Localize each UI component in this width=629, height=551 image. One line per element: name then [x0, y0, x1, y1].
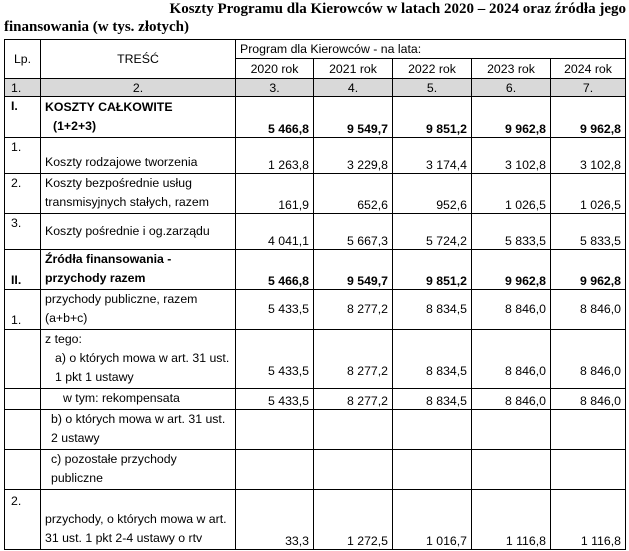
row-value: 9 962,8	[472, 250, 551, 290]
row-value	[472, 450, 551, 490]
row-value	[551, 410, 626, 450]
column-number: 6.	[472, 79, 551, 97]
row-value: 1 263,8	[236, 138, 314, 174]
row-value: 5 433,5	[236, 330, 314, 389]
header-year: 2024 rok	[551, 59, 626, 79]
row-value	[236, 450, 314, 490]
row-lp: 2.	[5, 490, 41, 550]
row-text: przychody publiczne, razem (a+b+c)	[41, 290, 236, 330]
header-year: 2022 rok	[393, 59, 472, 79]
row-text: przychody, o których mowa w art. 31 ust. 1 pkt 2-4 ustawy o rtv	[41, 490, 236, 550]
row-value: 5 433,5	[236, 389, 314, 410]
table-row	[5, 410, 626, 450]
row-value: 1 026,5	[551, 174, 626, 214]
row-value: 8 846,0	[551, 290, 626, 330]
row-value: 8 846,0	[551, 389, 626, 410]
row-text-line: z tego:	[45, 332, 82, 346]
table-row	[5, 138, 626, 174]
row-lp	[5, 410, 41, 450]
row-value	[236, 410, 314, 450]
header-program: Program dla Kierowców - na lata:	[236, 40, 626, 59]
table-row	[5, 389, 626, 410]
table-row	[5, 250, 626, 290]
table-row	[5, 174, 626, 214]
row-value: 8 834,5	[393, 330, 472, 389]
row-lp	[5, 330, 41, 389]
row-lp: 1.	[5, 290, 41, 330]
row-value: 3 174,4	[393, 138, 472, 174]
header-tresc: TREŚĆ	[41, 40, 236, 79]
header-year: 2021 rok	[314, 59, 393, 79]
document-title	[4, 0, 626, 36]
column-number: 2.	[41, 79, 236, 97]
row-value: 9 549,7	[314, 97, 393, 138]
row-lp: II.	[5, 250, 41, 290]
row-value	[314, 410, 393, 450]
row-value: 33,3	[236, 490, 314, 550]
row-value: 3 102,8	[472, 138, 551, 174]
row-lp	[5, 450, 41, 490]
row-value	[393, 450, 472, 490]
row-lp: 3.	[5, 214, 41, 250]
row-value	[472, 410, 551, 450]
table-row	[5, 490, 626, 550]
column-number: 1.	[5, 79, 41, 97]
row-text	[41, 97, 236, 138]
row-value: 5 833,5	[472, 214, 551, 250]
row-value: 9 962,8	[551, 97, 626, 138]
row-value: 9 851,2	[393, 97, 472, 138]
row-value: 4 041,1	[236, 214, 314, 250]
row-lp: 1.	[5, 138, 41, 174]
row-text: w tym: rekompensata	[41, 389, 236, 410]
row-text-line: a) o których mowa w art. 31 ust. 1 pkt 1 ustawy	[55, 351, 230, 384]
row-value: 5 667,3	[314, 214, 393, 250]
row-value: 5 466,8	[236, 97, 314, 138]
table-row	[5, 214, 626, 250]
row-value: 8 277,2	[314, 330, 393, 389]
table-row	[5, 290, 626, 330]
row-value: 9 851,2	[393, 250, 472, 290]
row-value: 9 962,8	[472, 97, 551, 138]
row-value: 3 102,8	[551, 138, 626, 174]
header-year: 2023 rok	[472, 59, 551, 79]
row-text: Koszty bezpośrednie usług transmisyjnych stałych, razem	[41, 174, 236, 214]
row-value: 161,9	[236, 174, 314, 214]
row-text-line: (1+2+3)	[53, 119, 97, 133]
row-value: 8 277,2	[314, 290, 393, 330]
column-number: 7.	[551, 79, 626, 97]
row-value: 8 277,2	[314, 389, 393, 410]
row-value	[314, 450, 393, 490]
row-value: 1 116,8	[472, 490, 551, 550]
column-number: 4.	[314, 79, 393, 97]
cost-table	[4, 39, 626, 550]
table-row	[5, 330, 626, 389]
row-value: 3 229,8	[314, 138, 393, 174]
row-value: 8 834,5	[393, 290, 472, 330]
row-value: 952,6	[393, 174, 472, 214]
row-text	[41, 330, 236, 389]
row-value: 5 833,5	[551, 214, 626, 250]
row-lp: I.	[5, 97, 41, 138]
row-value: 1 026,5	[472, 174, 551, 214]
row-value: 8 846,0	[472, 330, 551, 389]
row-value: 9 962,8	[551, 250, 626, 290]
row-value: 9 549,7	[314, 250, 393, 290]
column-number: 3.	[236, 79, 314, 97]
row-value: 8 846,0	[551, 330, 626, 389]
row-value: 8 846,0	[472, 290, 551, 330]
title-line-1: Koszty Programu dla Kierowców w latach 2020 – 2024 oraz źródła jego	[169, 1, 626, 17]
row-value	[393, 410, 472, 450]
header-year: 2020 rok	[236, 59, 314, 79]
row-value: 1 016,7	[393, 490, 472, 550]
table-row	[5, 450, 626, 490]
row-value: 8 846,0	[472, 389, 551, 410]
column-number: 5.	[393, 79, 472, 97]
header-lp: Lp.	[5, 40, 41, 79]
row-text: Koszty rodzajowe tworzenia	[41, 138, 236, 174]
row-value: 652,6	[314, 174, 393, 214]
row-text: c) pozostałe przychody publiczne	[41, 450, 236, 490]
table-row	[5, 97, 626, 138]
row-text: Źródła finansowania - przychody razem	[41, 250, 236, 290]
row-text: b) o których mowa w art. 31 ust. 2 ustawy	[41, 410, 236, 450]
row-value: 1 272,5	[314, 490, 393, 550]
row-value: 5 433,5	[236, 290, 314, 330]
row-lp	[5, 389, 41, 410]
row-text-line: KOSZTY CAŁKOWITE	[45, 100, 173, 114]
row-value: 5 724,2	[393, 214, 472, 250]
row-value	[551, 450, 626, 490]
title-line-2: finansowania (w tys. złotych)	[4, 19, 190, 35]
row-value: 8 834,5	[393, 389, 472, 410]
row-value: 1 116,8	[551, 490, 626, 550]
row-value: 5 466,8	[236, 250, 314, 290]
row-lp: 2.	[5, 174, 41, 214]
row-text: Koszty pośrednie i og.zarządu	[41, 214, 236, 250]
